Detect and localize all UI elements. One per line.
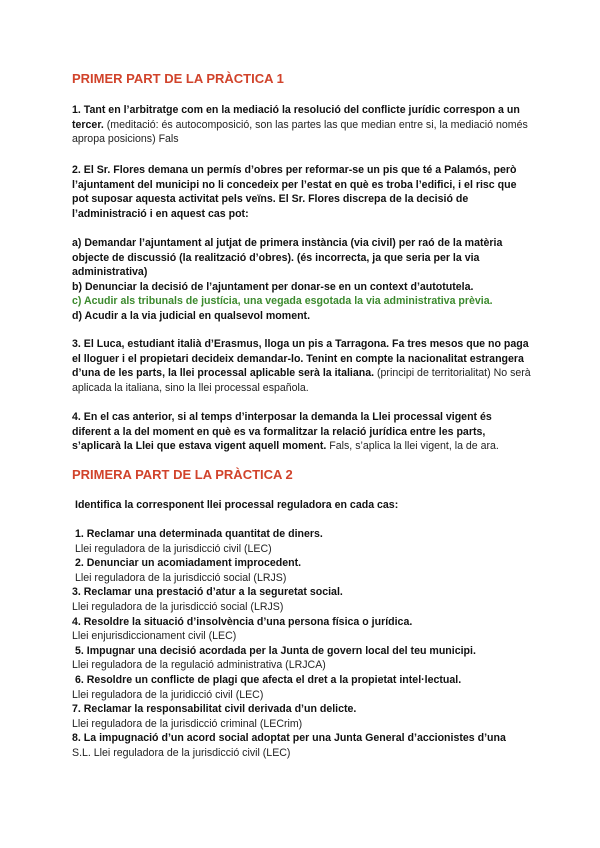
question-1-answer: (meditació: és autocomposició, son las partes las que median entre si, la mediació només apropa posicions) Fals (72, 118, 528, 146)
question-3 (72, 337, 532, 395)
item-question: 8. La impugnació d’un acord social adoptat per una Junta General d’accionistes d’una (72, 732, 506, 745)
item-answer: Llei enjurisdiccionament civil (LEC) (72, 630, 237, 643)
item-answer: Llei reguladora de la jurisdicció social (LRJS) (72, 600, 284, 613)
question-1-text: 1. Tant en l’arbitratge com en la mediació la resolució del conflicte jurídic correspon a un tercer. (72, 104, 520, 131)
item-question: 6. Resoldre un conflicte de plagi que afecta el dret a la propietat intel·lectual. (75, 673, 462, 686)
item-answer: S.L. Llei reguladora de la jurisdicció civil (LEC) (72, 746, 291, 759)
item-question: 2. Denunciar un acomiadament improcedent. (75, 557, 302, 570)
item-answer: Llei reguladora de la jurisdicció social (LRJS) (75, 571, 287, 584)
part1-heading: PRIMER PART DE LA PRÀCTICA 1 (72, 71, 284, 86)
item-question: 1. Reclamar una determinada quantitat de diners. (75, 528, 323, 540)
option-c-correct: c) Acudir als tribunals de justícia, una vegada esgotada la via administrativa prèvia. (72, 295, 493, 308)
option-a: a) Demandar l’ajuntament al jutjat de primera instància (via civil) per raó de la matèria objecte de discussió (la realització d’obres). (és incorrecta, ja que seria per la via administrativa) (72, 237, 503, 279)
item-question: 4. Resoldre la situació d’insolvència d’una persona física o jurídica. (72, 615, 413, 628)
question-1 (72, 103, 532, 147)
question-2-options (72, 236, 532, 324)
item-question: 3. Reclamar una prestació d’atur a la seguretat social. (72, 586, 343, 599)
item-question: 7. Reclamar la responsabilitat civil derivada d’un delicte. (72, 703, 357, 716)
question-4-answer: Fals, s’aplica la llei vigent, la de ara. (329, 440, 499, 453)
option-d: d) Acudir a la via judicial en qualsevol moment. (72, 309, 311, 322)
part2-list (72, 527, 542, 761)
question-4-text: 4. En el cas anterior, si al temps d’interposar la demanda la Llei processal vigent és diferent a la del moment en què es va formalitzar la relació jurídica entre les parts, s’aplicarà la Llei que estava vigent aquell moment. (72, 411, 492, 453)
option-b: b) Denunciar la decisió de l’ajuntament per donar-se en un context d’autotutela. (72, 280, 474, 293)
item-answer: Llei reguladora de la regulació administrativa (LRJCA) (72, 659, 326, 672)
question-2-text: 2. El Sr. Flores demana un permís d’obres per reformar-se un pis que té a Palamós, però l’ajuntament del municipi no li concedeix per l’estat en què es troba l’edifici, i el risc que pot suposar aquesta activitat pels veïns. El Sr. Flores discrepa de la decisió de l’administració i en aquest cas pot: (72, 164, 517, 220)
item-answer: Llei reguladora de la jurisdicció civil (LEC) (75, 542, 272, 555)
item-answer: Llei reguladora de la jurisdicció criminal (LECrim) (72, 717, 303, 730)
part2-heading: PRIMERA PART DE LA PRÀCTICA 2 (72, 467, 293, 482)
part2-intro: Identifica la corresponent llei processal reguladora en cada cas: (75, 499, 399, 511)
item-answer: Llei reguladora de la juridicció civil (LEC) (72, 688, 264, 701)
question-3-answer: (principi de territorialitat) No serà aplicada la italiana, sino la llei processal española. (72, 367, 531, 394)
item-question: 5. Impugnar una decisió acordada per la Junta de govern local del teu municipi. (75, 644, 476, 657)
question-3-text: 3. El Luca, estudiant italià d’Erasmus, lloga un pis a Tarragona. Fa tres mesos que no paga el lloguer i el propietari decideix demandar-lo. Tenint en compte la nacionalitat estrangera d’una de les parts, la llei processal aplicable serà la italiana. (72, 338, 529, 380)
question-4 (72, 410, 532, 454)
